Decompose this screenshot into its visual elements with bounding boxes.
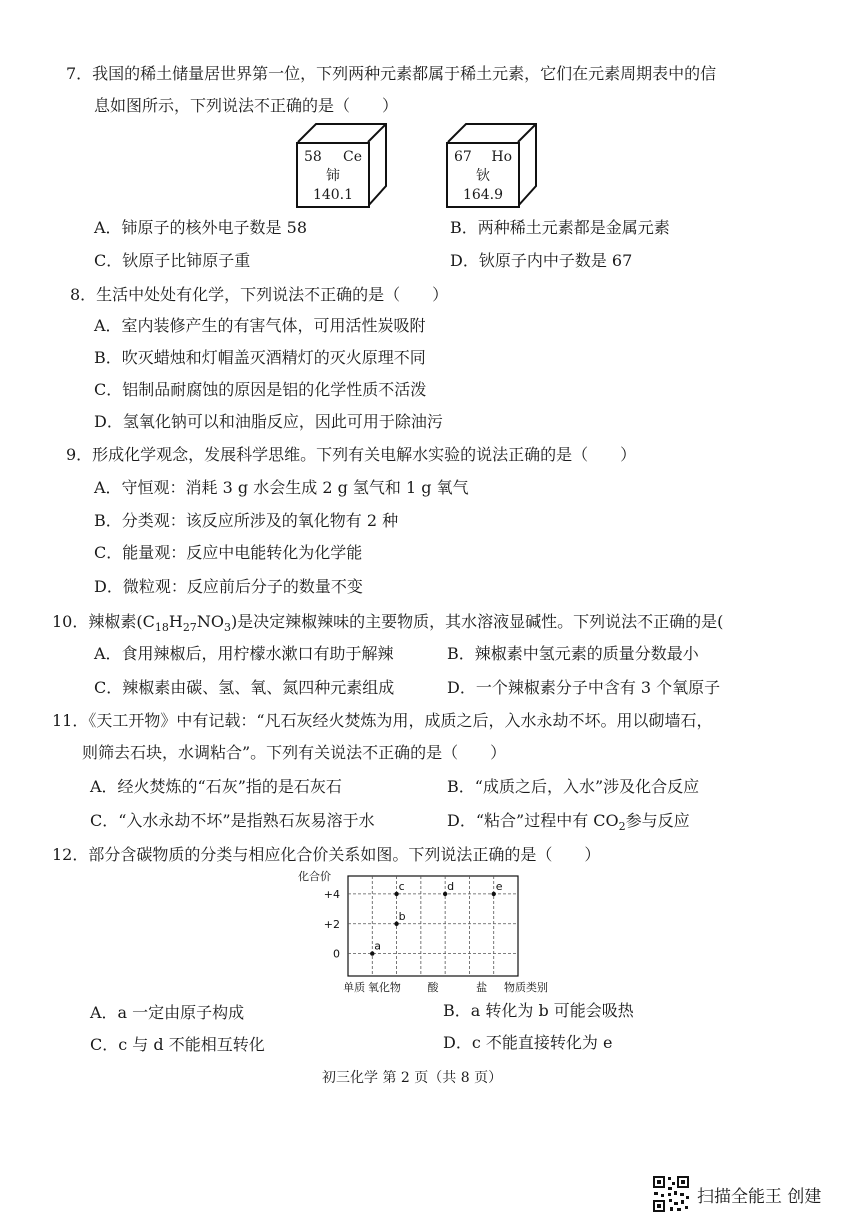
formula-no-sub: 3	[223, 621, 231, 635]
formula-c-sub: 18	[154, 621, 169, 635]
chart-frame	[348, 876, 518, 976]
x-tick-label: 氧化物	[367, 981, 401, 994]
valence-chart	[290, 868, 590, 998]
x-tick-label: 盐	[476, 981, 488, 994]
q11-option-d-post: 参与反应	[625, 811, 690, 830]
q8-option-a: A．室内装修产生的有害气体，可用活性炭吸附	[94, 316, 426, 335]
formula-h: H	[168, 612, 183, 631]
q10-stem-pre: 10．辣椒素(	[52, 612, 143, 631]
cube-face	[296, 142, 370, 208]
point-label-c: c	[398, 879, 405, 893]
q9-option-d: D．微粒观：反应前后分子的数量不变	[94, 577, 363, 596]
q9-stem: 9．形成化学观念，发展科学思维。下列有关电解水实验的说法正确的是（ ）	[66, 445, 637, 464]
element-symbol: Ho	[491, 149, 512, 165]
chart-grid	[348, 876, 518, 976]
q9-option-b: B．分类观：该反应所涉及的氧化物有 2 种	[94, 511, 399, 530]
q12-option-d: D．c 不能直接转化为 e	[443, 1033, 613, 1052]
point-label-b: b	[398, 909, 406, 923]
chart-x-ticks	[343, 980, 487, 994]
q11-option-d-sub: 2	[618, 820, 626, 834]
q8-stem: 8．生活中处处有化学，下列说法不正确的是（ ）	[70, 285, 449, 304]
q12-option-c: C．c 与 d 不能相互转化	[90, 1035, 265, 1054]
q8-option-d: D．氢氧化钠可以和油脂反应，因此可用于除油污	[94, 412, 443, 431]
y-tick-label: 0	[333, 947, 340, 961]
point-label-d: d	[447, 879, 455, 893]
q10-stem	[52, 612, 723, 638]
q7-stem-line2: 息如图所示，下列说法不正确的是（ ）	[94, 96, 399, 115]
atomic-number: 58	[304, 149, 322, 165]
x-tick-label: 单质	[343, 981, 366, 994]
q12-option-b: B．a 转化为 b 可能会吸热	[443, 1001, 634, 1020]
q10-option-c: C．辣椒素由碳、氢、氧、氮四种元素组成	[94, 678, 395, 697]
q8-option-c: C．铝制品耐腐蚀的原因是铝的化学性质不活泼	[94, 380, 427, 399]
formula-h-sub: 27	[182, 621, 197, 635]
element-name: 钬	[476, 168, 490, 184]
chart-y-label: 化合价	[298, 870, 331, 883]
q11-option-a: A．经火焚炼的“石灰”指的是石灰石	[90, 777, 342, 796]
atomic-mass: 164.9	[462, 187, 504, 203]
chart-x-label: 物质类别	[504, 981, 548, 994]
q11-option-d-pre: D．“粘合”过程中有 CO	[447, 811, 619, 830]
q11-stem-line1: 11．《天工开物》中有记载：“凡石灰经火焚炼为用，成质之后，入水永劫不坏。用以砌墙石，	[52, 711, 713, 730]
q10-stem-post: )是决定辣椒辣味的主要物质，其水溶液显碱性。下列说法不正确的是(	[230, 612, 724, 631]
atomic-number: 67	[454, 149, 472, 165]
scanner-watermark: 扫描全能王 创建	[697, 1187, 822, 1207]
atomic-mass: 140.1	[312, 187, 354, 203]
q7-option-d: D．钬原子内中子数是 67	[450, 251, 633, 270]
y-tick-label: +2	[323, 917, 340, 931]
q11-option-c: C．“入水永劫不坏”是指熟石灰易溶于水	[90, 811, 375, 830]
cube-face	[446, 142, 520, 208]
q9-option-c: C．能量观：反应中电能转化为化学能	[94, 543, 363, 562]
chart-points	[370, 880, 503, 956]
q11-stem-line2: 则筛去石块，水调粘合”。下列有关说法不正确的是（ ）	[82, 743, 507, 762]
q7-option-c: C．钬原子比铈原子重	[94, 251, 251, 270]
q10-option-b: B．辣椒素中氢元素的质量分数最小	[447, 644, 699, 663]
formula-c: C	[142, 612, 155, 631]
point-label-a: a	[374, 939, 382, 953]
q7-stem-line1: 7．我国的稀土储量居世界第一位，下列两种元素都属于稀土元素，它们在元素周期表中的信	[66, 64, 717, 83]
q8-option-b: B．吹灭蜡烛和灯帽盖灭酒精灯的灭火原理不同	[94, 348, 426, 367]
y-tick-label: +4	[323, 887, 340, 901]
q10-option-d: D．一个辣椒素分子中含有 3 个氧原子	[447, 678, 721, 697]
page-footer: 初三化学 第 2 页（共 8 页）	[322, 1070, 503, 1086]
chart-y-ticks	[324, 888, 340, 961]
q9-option-a: A．守恒观：消耗 3 g 水会生成 2 g 氢气和 1 g 氧气	[94, 478, 469, 497]
formula-no: NO	[196, 612, 224, 631]
qr-code-icon	[652, 1175, 690, 1213]
q7-option-b: B．两种稀土元素都是金属元素	[450, 218, 670, 237]
element-cell-ho	[446, 122, 538, 208]
element-cell-ce	[296, 122, 388, 208]
q11-option-d	[447, 811, 690, 837]
element-name: 铈	[326, 168, 340, 184]
x-tick-label: 酸	[427, 981, 439, 994]
element-symbol: Ce	[343, 149, 362, 165]
q10-option-a: A．食用辣椒后，用柠檬水漱口有助于解辣	[94, 644, 394, 663]
q12-stem: 12．部分含碳物质的分类与相应化合价关系如图。下列说法正确的是（ ）	[52, 845, 601, 864]
q12-option-a: A．a 一定由原子构成	[90, 1003, 245, 1022]
q11-option-b: B．“成质之后，入水”涉及化合反应	[447, 777, 700, 796]
q7-option-a: A．铈原子的核外电子数是 58	[94, 218, 308, 237]
point-label-e: e	[495, 879, 503, 893]
